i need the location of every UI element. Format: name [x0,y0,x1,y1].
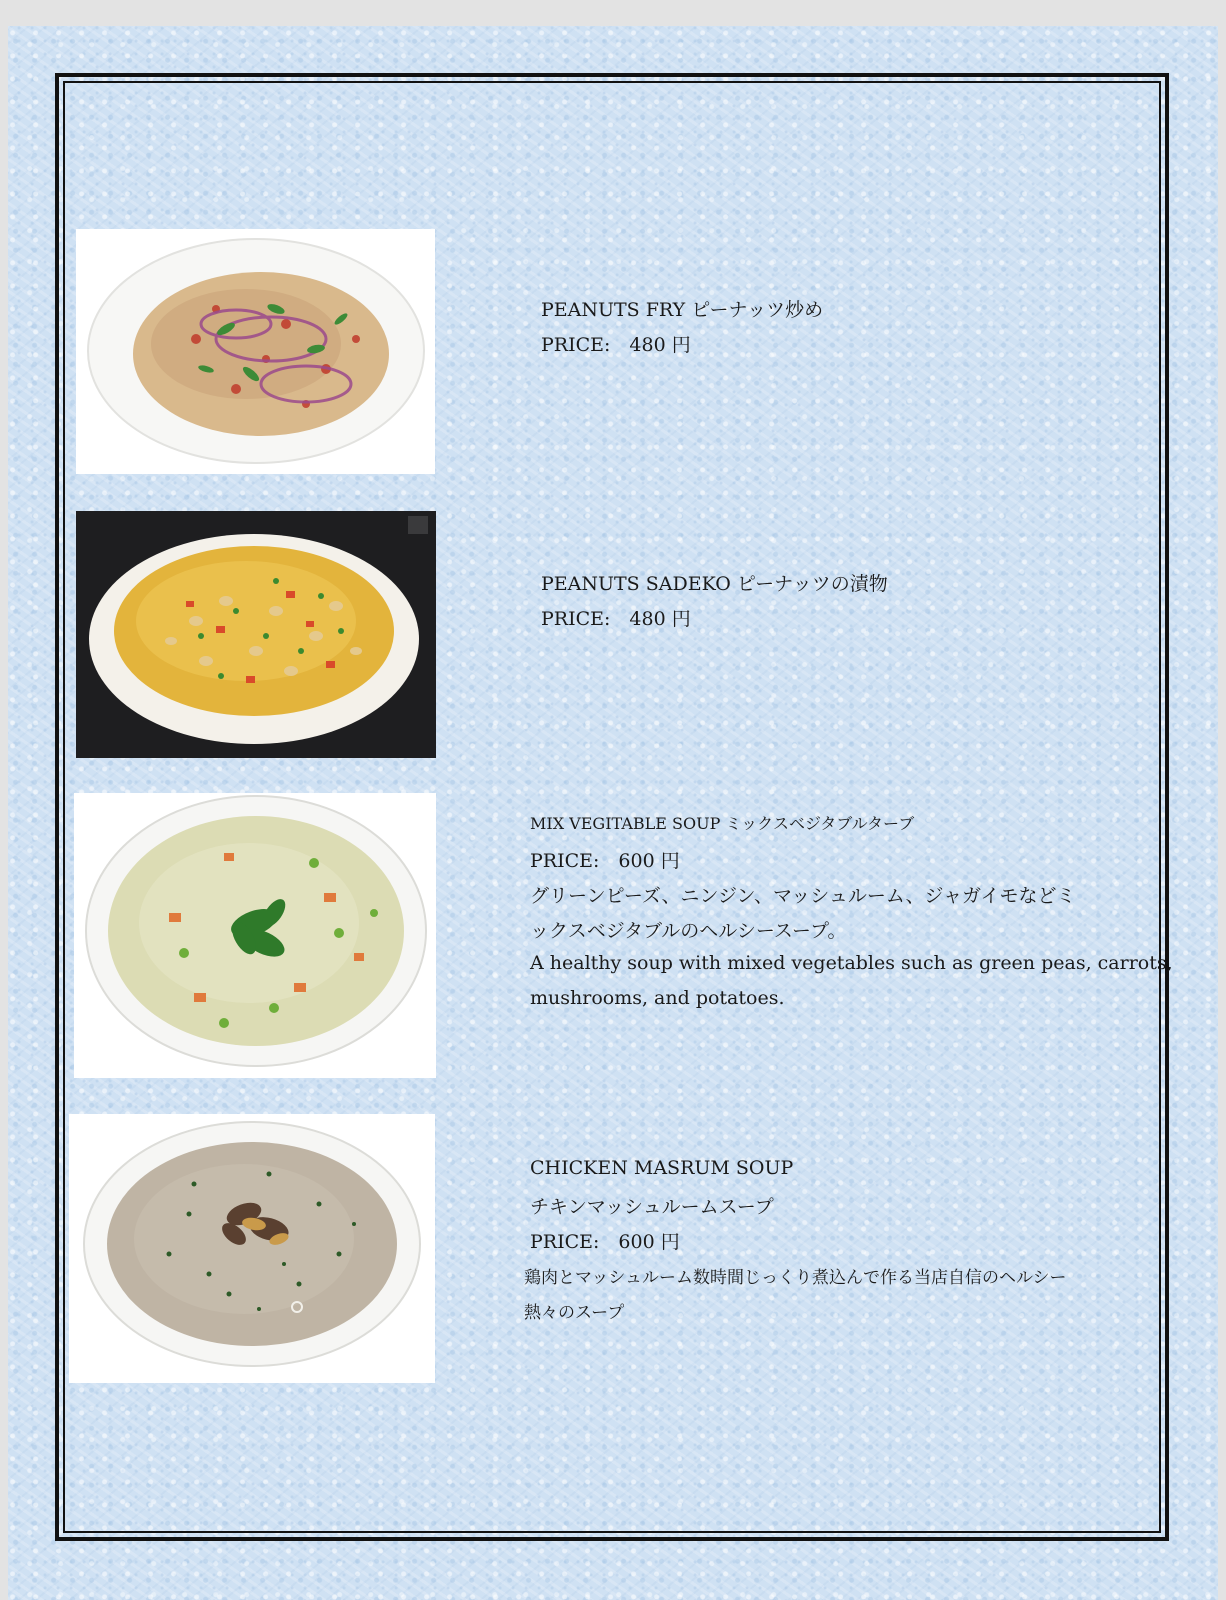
item-price: PRICE: 480 円 [541,608,691,630]
item-description-jp: 鶏肉とマッシュルーム数時間じっくり煮込んで作る当店自信のヘルシー [524,1268,1067,1288]
item-name: CHICKEN MASRUM SOUP [530,1157,794,1179]
item-price: PRICE: 480 円 [541,334,691,356]
chicken-mushroom-soup-photo [69,1114,435,1383]
peanuts-sadeko-photo [76,511,436,758]
item-name: PEANUTS FRY ピーナッツ炒め [541,299,824,321]
item-description-en: A healthy soup with mixed vegetables such as green peas, carrots, [530,952,1173,974]
peanuts-fry-photo [76,229,435,474]
mix-vegetable-soup-photo [74,793,436,1078]
item-description-jp: ックスベジタブルのヘルシースープ。 [530,920,847,942]
item-name-jp: チキンマッシュルームスープ [530,1196,774,1218]
item-description-jp: グリーンピーズ、ニンジン、マッシュルーム、ジャガイモなどミ [530,885,1076,907]
item-price: PRICE: 600 円 [530,850,680,872]
item-name: PEANUTS SADEKO ピーナッツの漬物 [541,573,888,595]
item-name: MIX VEGITABLE SOUP ミックスベジタブルターブ [530,814,915,833]
item-description-en: mushrooms, and potatoes. [530,987,785,1009]
item-description-jp: 熱々のスープ [524,1303,625,1323]
item-price: PRICE: 600 円 [530,1231,680,1253]
